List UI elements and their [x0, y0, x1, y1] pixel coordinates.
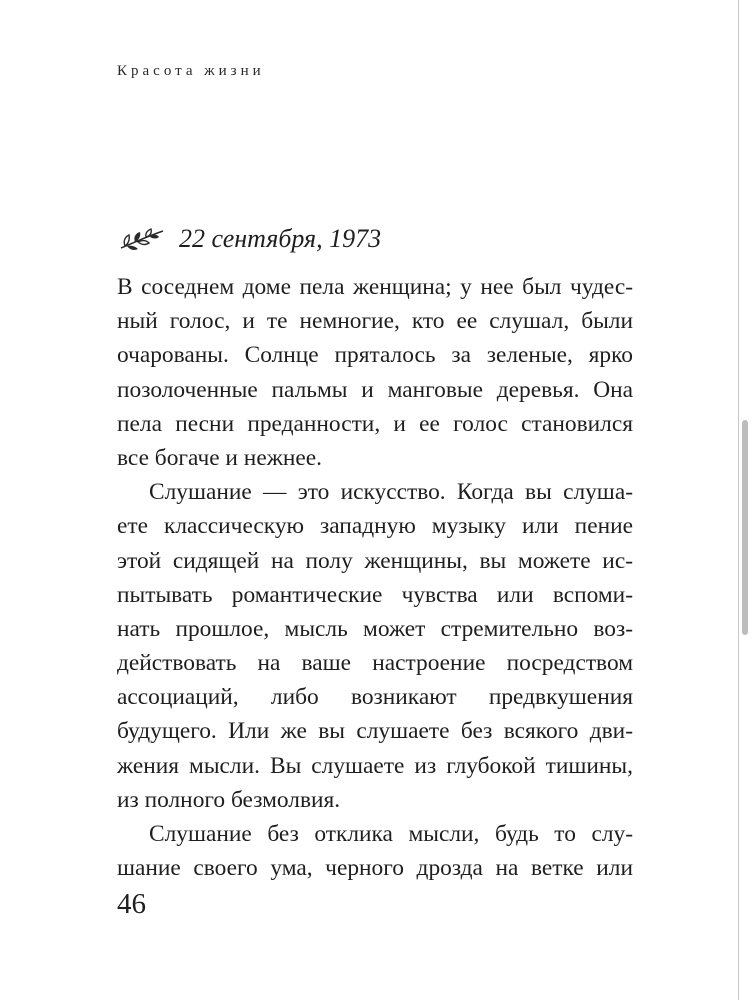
- text-line: Слушание — это искусство. Когда вы слуша-: [149, 479, 633, 506]
- text-line: ный голос, и те немногие, кто ее слушал, были: [117, 308, 633, 335]
- text-line: ассоциаций, либо возникают предвкушения: [117, 684, 633, 711]
- entry-date: 22 сентября, 1973: [179, 224, 382, 253]
- text-line: этой сидящей на полу женщины, вы можете ис-: [117, 547, 633, 574]
- text-line: ете классическую западную музыку или пение: [117, 513, 633, 540]
- text-line: позолоченные пальмы и манговые деревья. Она: [117, 376, 633, 403]
- text-line: пытывать романтические чувства или вспоми-: [117, 581, 633, 608]
- running-head: Красота жизни: [117, 63, 265, 79]
- leaf-sprig-icon: [117, 225, 167, 253]
- text-line: пела песни преданности, и ее голос становился: [117, 410, 633, 437]
- text-line: шание своего ума, черного дрозда на ветке или: [117, 855, 633, 882]
- page-number: 46: [117, 888, 146, 920]
- scrollbar-thumb[interactable]: [742, 420, 748, 635]
- text-line: будущего. Или же вы слушаете без всякого дви-: [117, 718, 633, 745]
- text-line: В соседнем доме пела женщина; у нее был чудес-: [117, 274, 633, 300]
- text-line: жения мысли. Вы слушаете из глубокой тишины,: [117, 752, 633, 779]
- text-line: нать прошлое, мысль может стремительно воз-: [117, 615, 633, 642]
- body-text: [117, 270, 633, 885]
- text-line: Слушание без отклика мысли, будь то слу-: [149, 821, 633, 847]
- text-line: из полного безмолвия.: [117, 786, 341, 813]
- text-line: действовать на ваше настроение посредством: [117, 650, 633, 677]
- text-line: очарованы. Солнце пряталось за зеленые, ярко: [117, 342, 633, 369]
- entry-date-line: [117, 222, 381, 256]
- text-line: все богаче и нежнее.: [117, 444, 322, 471]
